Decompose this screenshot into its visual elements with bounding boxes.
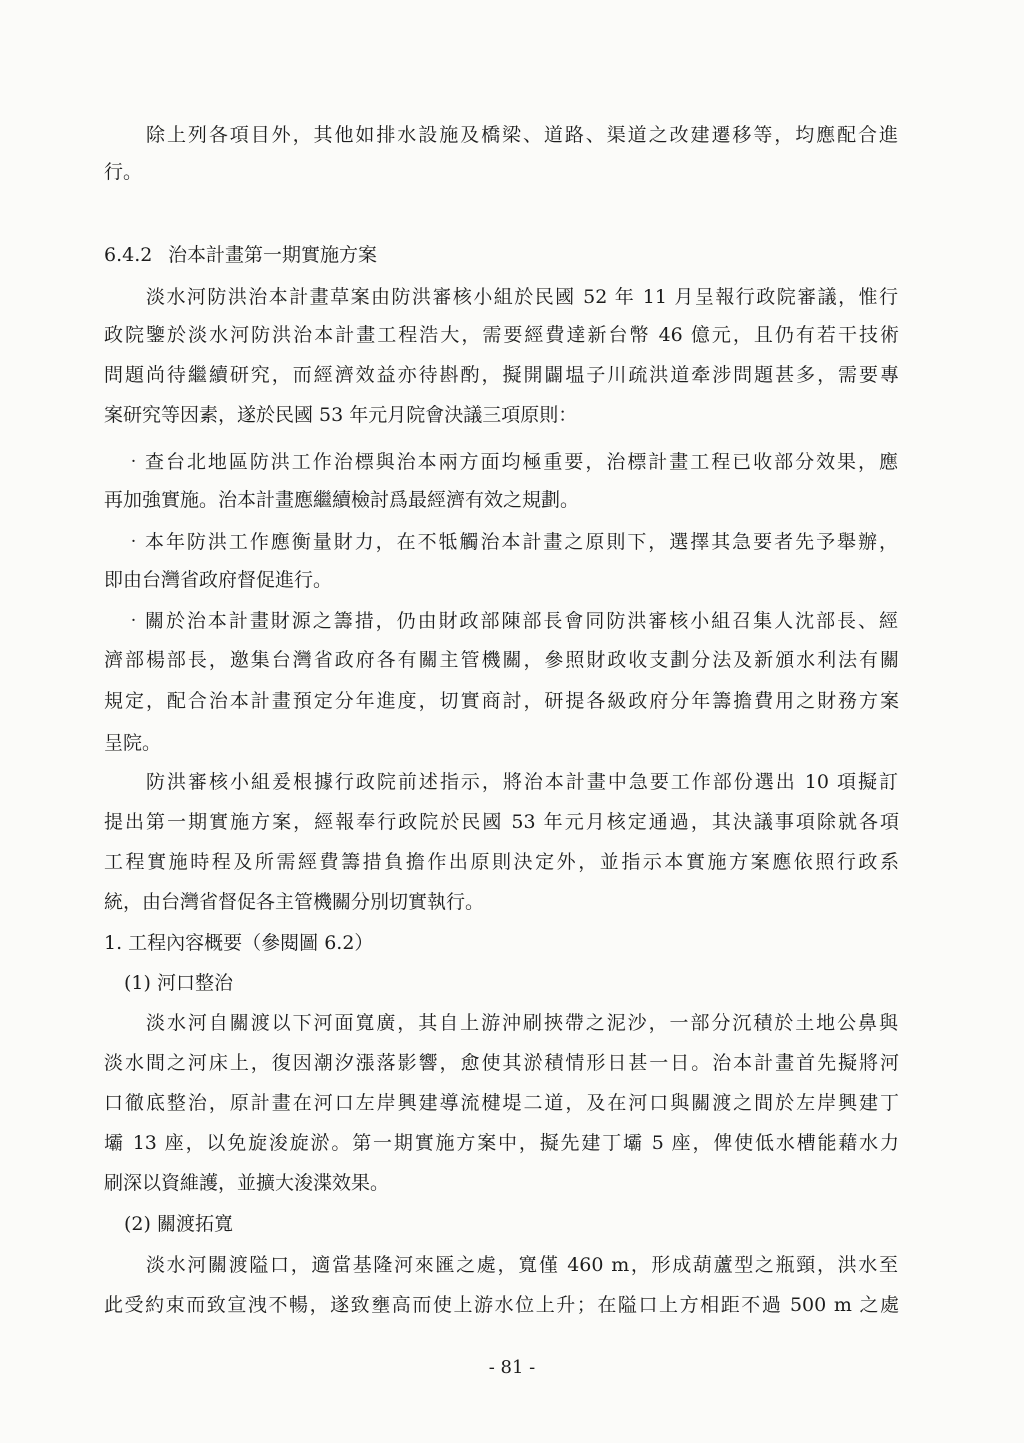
page-number: - 81 - [488, 1357, 536, 1378]
sub-heading: (1) 河口整治 [124, 972, 233, 994]
section-number: 6.4.2 [104, 244, 153, 266]
bullet-line: ‧關於治本計畫財源之籌措，仍由財政部陳部長會同防洪審核小組召集人沈部長、經 [124, 610, 898, 632]
paragraph-line: 政院鑒於淡水河防洪治本計畫工程浩大，需要經費達新台幣 46 億元，且仍有若干技術 [104, 324, 899, 346]
paragraph-line: 壩 13 座，以免旋浚旋淤。第一期實施方案中，擬先建丁壩 5 座，俾使低水槽能藉水力 [104, 1132, 899, 1154]
section-heading [104, 246, 377, 265]
paragraph-line: 淡水間之河床上，復因潮汐漲落影響，愈使其淤積情形日甚一日。治本計畫首先擬將河 [104, 1052, 899, 1074]
section-title: 治本計畫第一期實施方案 [168, 244, 378, 266]
list-item: 1. 工程內容概要（參閱圖 6.2） [104, 932, 374, 954]
sub-heading: (2) 關渡拓寬 [124, 1213, 233, 1235]
bullet-line: 即由台灣省政府督促進行。 [104, 569, 333, 591]
paragraph-line: 行。 [104, 161, 143, 183]
bullet-line: 濟部楊部長，邀集台灣省政府各有關主管機關，參照財政收支劃分法及新頒水利法有關 [104, 649, 899, 671]
bullet-line: 再加強實施。治本計畫應繼續檢討爲最經濟有效之規劃。 [104, 489, 580, 511]
paragraph-line: 統，由台灣省督促各主管機關分別切實執行。 [104, 891, 485, 913]
paragraph-line: 淡水河關渡隘口，適當基隆河來匯之處，寬僅 460 m，形成葫蘆型之瓶頸，洪水至 [146, 1254, 898, 1276]
bullet-line: ‧查台北地區防洪工作治標與治本兩方面均極重要，治標計畫工程已收部分效果，應 [124, 451, 898, 473]
paragraph-line: 口徹底整治，原計畫在河口左岸興建導流楗堤二道，及在河口與關渡之間於左岸興建丁 [104, 1092, 899, 1114]
paragraph-line: 案研究等因素，遂於民國 53 年元月院會決議三項原則： [104, 404, 578, 426]
bullet-line: 呈院。 [104, 732, 162, 754]
paragraph-line: 除上列各項目外，其他如排水設施及橋梁、道路、渠道之改建遷移等，均應配合進 [146, 124, 898, 146]
paragraph-line: 此受約束而致宣洩不暢，遂致壅高而使上游水位上升；在隘口上方相距不過 500 m 之處 [104, 1294, 899, 1316]
paragraph-line: 淡水河自關渡以下河面寬廣，其自上游沖刷挾帶之泥沙，一部分沉積於土地公鼻與 [146, 1012, 898, 1034]
paragraph-line: 問題尚待繼續研究，而經濟效益亦待斟酌，擬開闢塭子川疏洪道牽涉問題甚多，需要專 [104, 364, 899, 386]
bullet-line: 規定，配合治本計畫預定分年進度，切實商討，研提各級政府分年籌擔費用之財務方案 [104, 690, 899, 712]
paragraph-line: 防洪審核小組爰根據行政院前述指示，將治本計畫中急要工作部份選出 10 項擬訂 [146, 771, 898, 793]
bullet-line: ‧本年防洪工作應衡量財力，在不牴觸治本計畫之原則下，選擇其急要者先予舉辦， [124, 531, 898, 553]
paragraph-line: 工程實施時程及所需經費籌措負擔作出原則決定外，並指示本實施方案應依照行政系 [104, 851, 899, 873]
paragraph-line: 提出第一期實施方案，經報奉行政院於民國 53 年元月核定通過，其決議事項除就各項 [104, 811, 899, 833]
paragraph-line: 刷深以資維護，並擴大浚渫效果。 [104, 1172, 390, 1194]
paragraph-line: 淡水河防洪治本計畫草案由防洪審核小組於民國 52 年 11 月呈報行政院審議，惟行 [146, 286, 898, 308]
